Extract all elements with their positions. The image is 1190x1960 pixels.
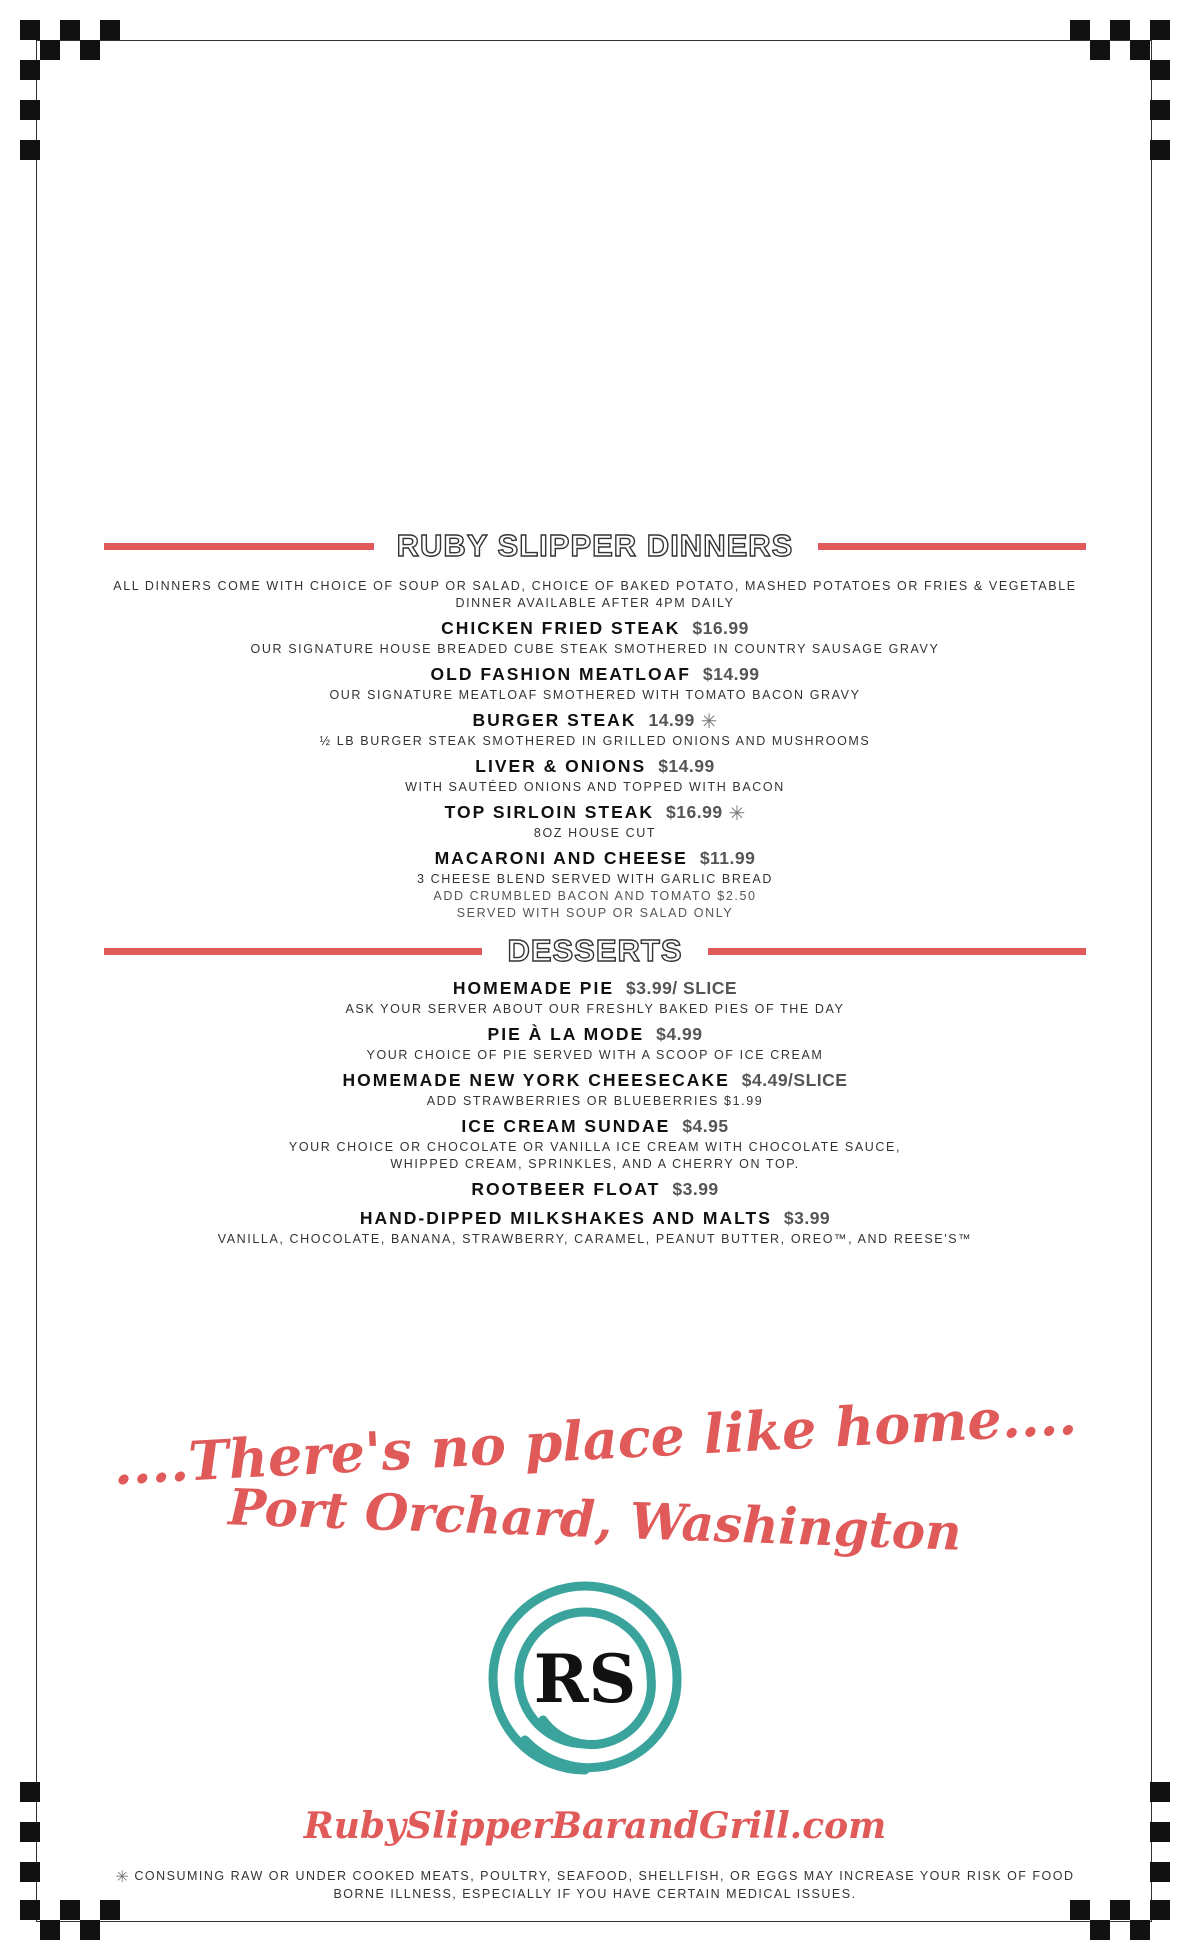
item-description: ½ LB BURGER STEAK SMOTHERED IN GRILLED ONIONS AND MUSHROOMS	[319, 734, 871, 748]
checker-square	[20, 20, 40, 40]
menu-item	[104, 663, 1086, 687]
menu-item	[104, 709, 1086, 733]
menu-item	[104, 1178, 1086, 1202]
tagline-location: Port Orchard, Washington	[227, 1477, 963, 1562]
checker-square	[1150, 1900, 1170, 1920]
checker-square	[20, 140, 40, 160]
item-price: $11.99	[699, 848, 756, 868]
checker-square	[1150, 1862, 1170, 1882]
checker-square	[1110, 20, 1130, 40]
menu-item	[104, 1023, 1086, 1047]
item-name: TOP SIRLOIN STEAK	[444, 802, 655, 822]
checker-square	[1150, 20, 1170, 40]
checker-corner-top-left	[20, 20, 120, 60]
checker-square	[1070, 20, 1090, 40]
item-name: CHICKEN FRIED STEAK	[441, 618, 681, 638]
checker-square	[60, 1900, 80, 1920]
disclaimer-line-2: BORNE ILLNESS, ESPECIALLY IF YOU HAVE CERTAIN MEDICAL ISSUES.	[333, 1887, 857, 1901]
item-price: $4.95	[682, 1116, 729, 1136]
desserts-header	[104, 935, 1086, 967]
item-description: 8OZ HOUSE CUT	[533, 826, 657, 840]
desserts-list	[104, 972, 1086, 1248]
item-description: WITH SAUTÉED ONIONS AND TOPPED WITH BACON	[405, 780, 785, 794]
disclaimer-line-1: CONSUMING RAW OR UNDER COOKED MEATS, POULTRY, SEAFOOD, SHELLFISH, OR EGGS MAY INCREASE YOUR RISK OF FOOD	[134, 1869, 1075, 1883]
item-price: $3.99	[783, 1208, 831, 1228]
item-price: $4.49/SLICE	[741, 1070, 848, 1090]
item-description: YOUR CHOICE OF PIE SERVED WITH A SCOOP OF ICE CREAM	[366, 1048, 824, 1062]
item-description: 3 CHEESE BLEND SERVED WITH GARLIC BREAD	[417, 872, 773, 886]
website-link[interactable]: RubySlipperBarandGrill.com	[303, 1805, 887, 1847]
item-price: $16.99	[692, 618, 749, 638]
menu-item	[104, 1207, 1086, 1231]
item-name: OLD FASHION MEATLOAF	[430, 664, 691, 684]
checker-square	[40, 1920, 60, 1940]
checker-square	[20, 60, 40, 80]
item-price: 14.99	[648, 710, 695, 730]
checker-square	[1110, 1900, 1130, 1920]
asterisk-icon: ✳	[700, 711, 718, 733]
item-name: ICE CREAM SUNDAE	[461, 1116, 671, 1136]
menu-item	[104, 617, 1086, 641]
item-note: SERVED WITH SOUP OR SALAD ONLY	[456, 906, 734, 920]
menu-item	[104, 1115, 1086, 1139]
checker-corner-top-right	[1070, 20, 1170, 60]
checker-corner-bottom-left	[20, 1900, 120, 1940]
item-description: ASK YOUR SERVER ABOUT OUR FRESHLY BAKED PIES OF THE DAY	[345, 1002, 845, 1016]
menu-item	[104, 847, 1086, 871]
checker-square	[1130, 40, 1150, 60]
checker-square	[1070, 1900, 1090, 1920]
asterisk-icon: ✳	[115, 1869, 131, 1886]
item-price: $14.99	[658, 756, 715, 776]
menu-item	[104, 801, 1086, 825]
checker-square	[1090, 1920, 1110, 1940]
item-price: $14.99	[702, 664, 760, 684]
checker-square	[20, 100, 40, 120]
rs-logo	[485, 1578, 685, 1778]
checker-square	[80, 1920, 100, 1940]
item-name: HAND-DIPPED MILKSHAKES AND MALTS	[359, 1208, 772, 1228]
dinners-intro: ALL DINNERS COME WITH CHOICE OF SOUP OR SALAD, CHOICE OF BAKED POTATO, MASHED POTATOES OR FRIES & VEGETABLE	[113, 579, 1077, 593]
menu-item	[104, 977, 1086, 1001]
item-description: YOUR CHOICE OR CHOCOLATE OR VANILLA ICE CREAM WITH CHOCOLATE SAUCE,	[288, 1140, 902, 1154]
item-name: PIE À LA MODE	[487, 1024, 645, 1044]
checker-square	[20, 1900, 40, 1920]
health-disclaimer	[110, 1868, 1080, 1903]
tagline-home: ....There's no place like home....	[111, 1382, 1079, 1498]
menu-item	[104, 1069, 1086, 1093]
item-name: BURGER STEAK	[472, 710, 637, 730]
item-price: $3.99	[672, 1179, 719, 1199]
dinners-hours: DINNER AVAILABLE AFTER 4PM DAILY	[455, 596, 735, 610]
item-description: WHIPPED CREAM, SPRINKLES, AND A CHERRY ON TOP.	[390, 1157, 800, 1171]
menu-item	[104, 755, 1086, 779]
asterisk-icon: ✳	[728, 803, 746, 825]
item-description: VANILLA, CHOCOLATE, BANANA, STRAWBERRY, CARAMEL, PEANUT BUTTER, OREO™, AND REESE'S™	[217, 1232, 973, 1246]
checker-side-top-left	[20, 60, 40, 178]
checker-square	[40, 40, 60, 60]
item-addon: ADD CRUMBLED BACON AND TOMATO $2.50	[433, 889, 757, 903]
item-description: OUR SIGNATURE MEATLOAF SMOTHERED WITH TOMATO BACON GRAVY	[329, 688, 861, 702]
item-name: LIVER & ONIONS	[475, 756, 647, 776]
checker-square	[20, 1782, 40, 1802]
checker-square	[1130, 1920, 1150, 1940]
dinners-header	[104, 530, 1086, 562]
checker-square	[1150, 140, 1170, 160]
item-price: $16.99	[666, 802, 723, 822]
dinners-list	[104, 578, 1086, 922]
checker-square	[1150, 1782, 1170, 1802]
checker-square	[60, 20, 80, 40]
checker-square	[80, 40, 100, 60]
checker-corner-bottom-right	[1070, 1900, 1170, 1940]
checker-square	[100, 1900, 120, 1920]
checker-square	[1150, 60, 1170, 80]
item-name: MACARONI AND CHEESE	[434, 848, 688, 868]
item-name: ROOTBEER FLOAT	[471, 1179, 661, 1199]
item-name: HOMEMADE NEW YORK CHEESECAKE	[342, 1070, 730, 1090]
item-price: $4.99	[656, 1024, 703, 1044]
checker-square	[100, 20, 120, 40]
item-name: HOMEMADE PIE	[452, 978, 615, 998]
item-description: OUR SIGNATURE HOUSE BREADED CUBE STEAK SMOTHERED IN COUNTRY SAUSAGE GRAVY	[250, 642, 940, 656]
logo-letters: RS	[533, 1640, 637, 1718]
dinners-title: RUBY SLIPPER DINNERS	[385, 528, 806, 563]
checker-square	[1090, 40, 1110, 60]
desserts-title: DESSERTS	[495, 933, 694, 968]
item-price: $3.99/ SLICE	[626, 978, 738, 998]
item-description: ADD STRAWBERRIES OR BLUEBERRIES $1.99	[426, 1094, 764, 1108]
checker-side-top-right	[1150, 60, 1170, 178]
checker-square	[1150, 100, 1170, 120]
checker-square	[20, 1862, 40, 1882]
